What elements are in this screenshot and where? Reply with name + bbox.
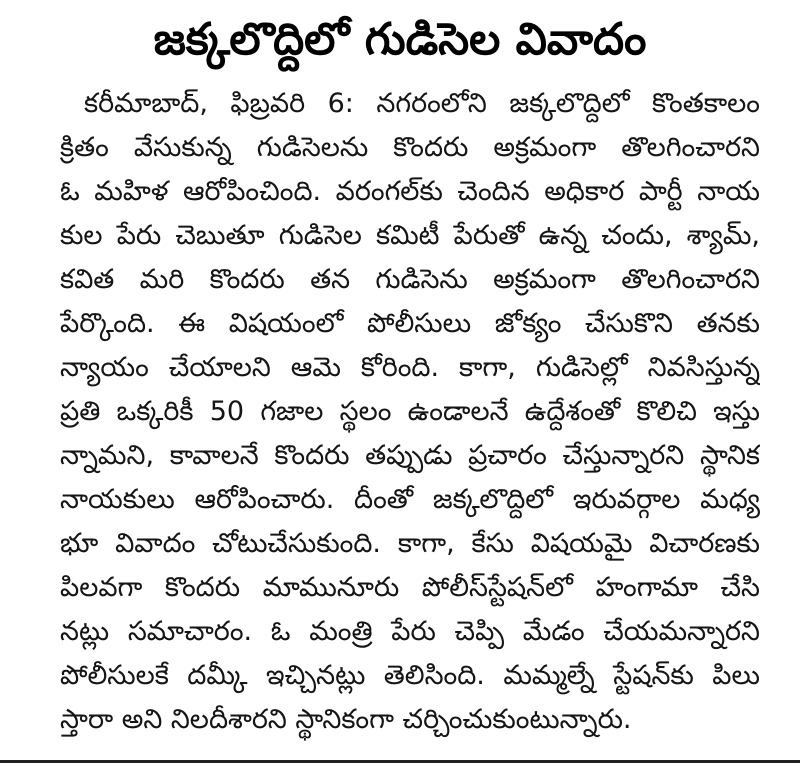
paragraph-line: స్తారా అని నిలదీశారని స్థానికంగా చర్చించుకుంటున్నారు.: [60, 704, 632, 735]
paragraph-line: నాయకులు ఆరోపించారు. దీంతో జక్కలొద్దిలో ఇరువర్గాల మధ్య: [60, 484, 760, 515]
paragraph-line: న్యాయం చేయాలని ఆమె కోరింది. కాగా, గుడిసెల్లో నివసిస్తున్న: [60, 352, 760, 383]
paragraph-line: ప్రతి ఒక్కరికీ 50 గజాల స్థలం ఉండాలనే ఉద్దేశంతో కొలిచి ఇస్తు: [60, 396, 760, 427]
paragraph-line: పేర్కొంది. ఈ విషయంలో పోలీసులు జోక్యం చేసుకొని తనకు: [60, 308, 760, 339]
paragraph-line: కరీమాబాద్, ఫిబ్రవరి 6: నగరంలోని జక్కలొద్దిలో కొంతకాలం: [84, 88, 760, 119]
paragraph-line: భూ వివాదం చోటుచేసుకుంది. కాగా, కేసు విషయమై విచారణకు: [60, 528, 760, 559]
article-body: [60, 82, 760, 742]
paragraph-line: కుల పేరు చెబుతూ గుడిసెల కమిటీ పేరుతో ఉన్న చందు, శ్యామ్,: [60, 220, 760, 251]
bottom-divider: [0, 760, 800, 763]
paragraph-line: ఓ మహిళ ఆరోపించింది. వరంగల్‌కు చెందిన అధికార పార్టీ నాయ: [60, 176, 760, 207]
paragraph-line: క్రితం వేసుకున్న గుడిసెలను కొందరు అక్రమంగా తొలగించారని: [60, 132, 760, 163]
paragraph-line: కవిత మరి కొందరు తన గుడిసెను అక్రమంగా తొలగించారని: [60, 264, 760, 295]
paragraph-line: నట్లు సమాచారం. ఓ మంత్రి పేరు చెప్పి మేడం చేయమన్నారని: [60, 616, 760, 647]
paragraph-line: పోలీసులకే దమ్కీ ఇచ్చినట్లు తెలిసింది. మమ్మల్నే స్టేషన్‌కు పిలు: [60, 660, 760, 691]
paragraph-line: న్నామని, కావాలనే కొందరు తప్పుడు ప్రచారం చేస్తున్నారని స్థానిక: [60, 440, 760, 471]
headline: జక్కలొద్దిలో గుడిసెల వివాదం: [153, 14, 647, 65]
paragraph-line: పిలవగా కొందరు మామునూరు పోలీస్‌స్టేషన్‌లో హంగామా చేసి: [60, 572, 760, 603]
